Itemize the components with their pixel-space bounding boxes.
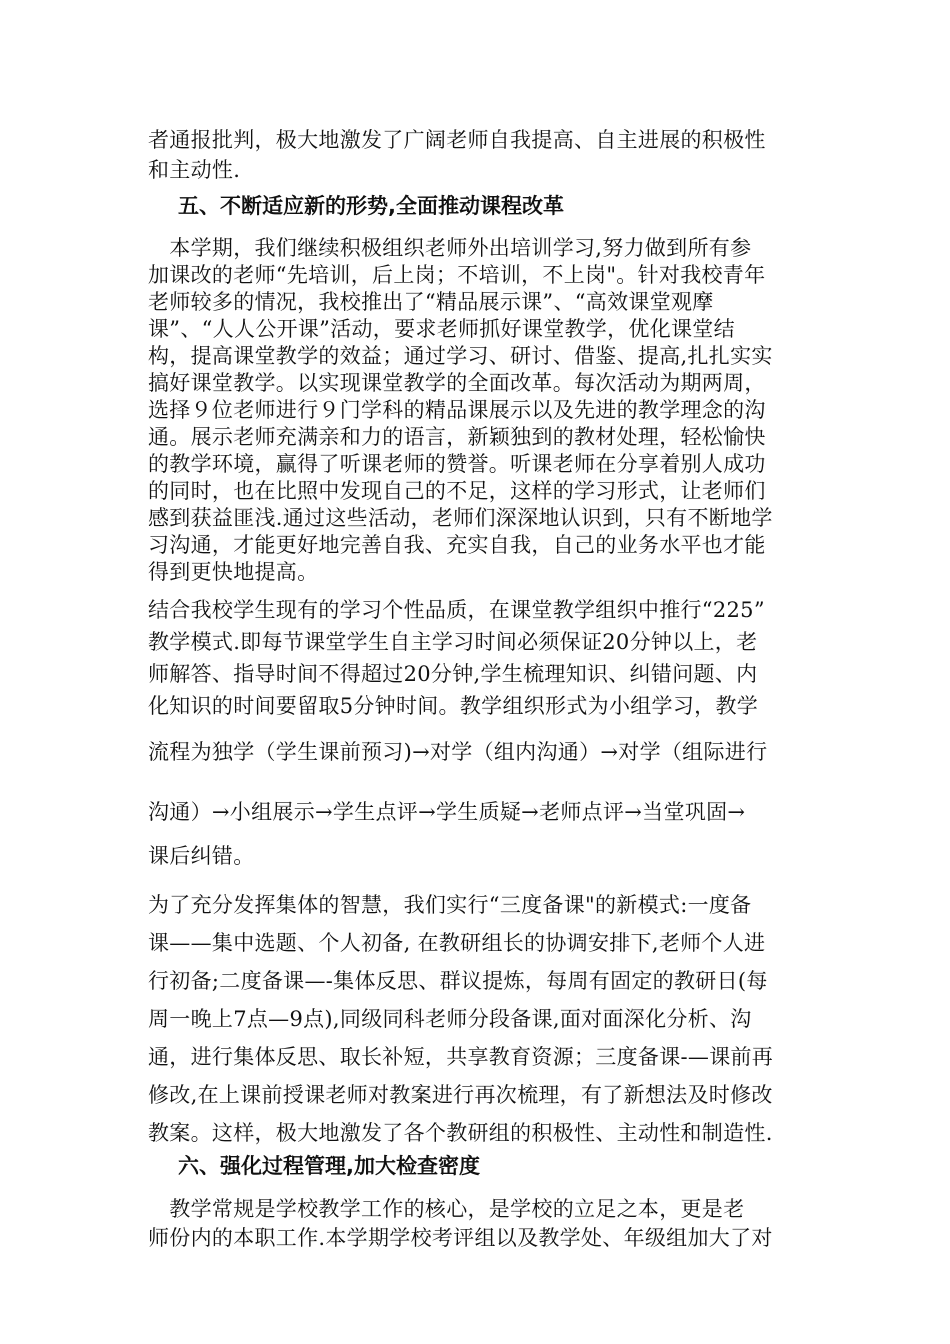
text-line: 加课改的老师“先培训，后上岗；不培训，不上岗"。针对我校青年 [148, 263, 766, 287]
section-heading: 六、强化过程管理,加大检查密度 [178, 1154, 480, 1178]
text-line: 得到更快地提高。 [148, 560, 319, 584]
text-line: 通，进行集体反思、取长补短，共享教育资源；三度备课-—课前再 [148, 1045, 774, 1069]
text-line: 通。展示老师充满亲和力的语言，新颖独到的教材处理，轻松愉快 [148, 425, 766, 449]
text-line: 师解答、指导时间不得超过20分钟,学生梳理知识、纠错问题、内 [148, 662, 758, 686]
text-line: 选择９位老师进行９门学科的精品课展示以及先进的教学理念的沟 [148, 398, 766, 422]
text-line: 课后纠错。 [148, 844, 255, 868]
text-line: 者通报批判，极大地激发了广阔老师自我提高、自主进展的积极性 [148, 128, 766, 152]
text-line: 化知识的时间要留取5分钟时间。教学组织形式为小组学习，教学 [148, 694, 759, 718]
text-line: 流程为独学（学生课前预习)→对学（组内沟通）→对学（组际进行 [148, 740, 768, 764]
text-line: 的教学环境，赢得了听课老师的赞誉。听课老师在分享着别人成功 [148, 452, 766, 476]
text-line: 搞好课堂教学。以实现课堂教学的全面改革。每次活动为期两周， [148, 371, 766, 395]
text-line: 教学模式.即每节课堂学生自主学习时间必须保证20分钟以上，老 [148, 630, 758, 654]
text-line: 教学常规是学校教学工作的核心，是学校的立足之本，更是老 [148, 1197, 745, 1221]
text-line: 习沟通，才能更好地完善自我、充实自我，自己的业务水平也才能 [148, 533, 766, 557]
text-line: 教案。这样，极大地激发了各个教研组的积极性、主动性和制造性. [148, 1121, 773, 1145]
text-line: 本学期，我们继续积极组织老师外出培训学习,努力做到所有参 [148, 236, 752, 260]
text-line: 行初备;二度备课—-集体反思、群议提炼，每周有固定的教研日(每 [148, 969, 768, 993]
text-line: 感到获益匪浅.通过这些活动，老师们深深地认识到，只有不断地学 [148, 506, 773, 530]
text-line: 老师较多的情况，我校推出了“精品展示课”、“高效课堂观摩 [148, 290, 714, 314]
section-heading: 五、不断适应新的形势,全面推动课程改革 [178, 194, 564, 218]
text-line: 结合我校学生现有的学习个性品质，在课堂教学组织中推行“225” [148, 598, 765, 622]
text-line: 的同时，也在比照中发现自己的不足，这样的学习形式，让老师们 [148, 479, 766, 503]
text-line: 为了充分发挥集体的智慧，我们实行“三度备课"的新模式:一度备 [148, 893, 752, 917]
text-line: 和主动性. [148, 158, 241, 182]
text-line: 沟通）→小组展示→学生点评→学生质疑→老师点评→当堂巩固→ [148, 800, 746, 824]
text-line: 构，提高课堂教学的效益；通过学习、研讨、借鉴、提高,扎扎实实 [148, 344, 773, 368]
text-line: 课——集中选题、个人初备, 在教研组长的协调安排下,老师个人进 [148, 931, 766, 955]
text-line: 周一晚上7点—9点),同级同科老师分段备课,面对面深化分析、沟 [148, 1007, 752, 1031]
text-line: 课”、“人人公开课”活动，要求老师抓好课堂教学，优化课堂结 [148, 317, 735, 341]
text-line: 师份内的本职工作.本学期学校考评组以及教学处、年级组加大了对 [148, 1226, 773, 1250]
text-line: 修改,在上课前授课老师对教案进行再次梳理，有了新想法及时修改 [148, 1083, 773, 1107]
